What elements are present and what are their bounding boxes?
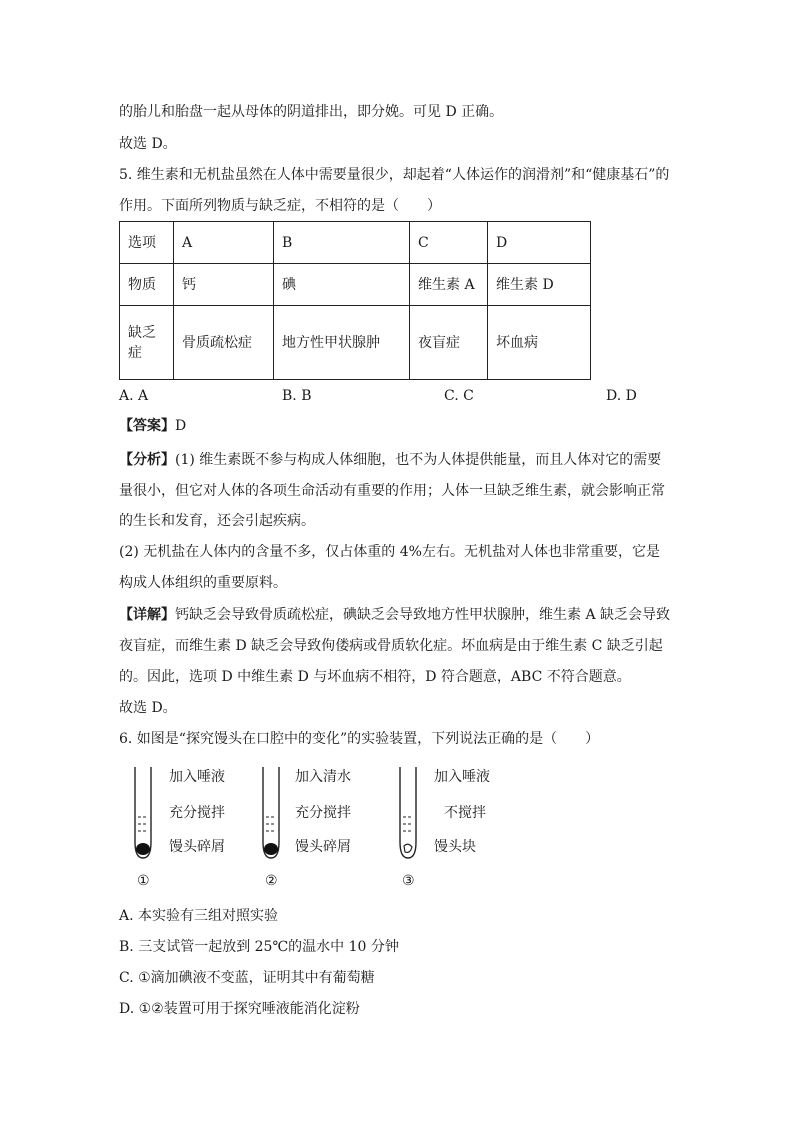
table-cell: C (410, 222, 488, 264)
table-row (120, 306, 591, 380)
table-cell: 物质 (120, 264, 174, 306)
q5-choice-c[interactable]: C. C (444, 388, 474, 404)
test-tube-3 (400, 767, 490, 889)
tube-2-label-1: 加入清水 (295, 769, 351, 785)
analysis-text: (1) 维生素既不参与构成人体细胞，也不为人体提供能量，而且人体对它的需要 (175, 452, 662, 468)
table-cell: 钙 (174, 264, 274, 306)
table-cell: 坏血病 (488, 306, 591, 380)
q6-option-d[interactable]: D. ①②装置可用于探究唾液能消化淀粉 (119, 1001, 360, 1017)
prev-conclusion-line: 的胎儿和胎盘一起从母体的阴道排出，即分娩。可见 D 正确。 (119, 104, 504, 120)
tube-3-label-2: 不搅拌 (444, 805, 486, 821)
test-tube-figure (125, 762, 505, 892)
table-cell: 地方性甲状腺肿 (274, 306, 410, 380)
q5-choice-d[interactable]: D. D (606, 388, 637, 404)
table-cell: 骨质疏松症 (174, 306, 274, 380)
tube-2-label-2: 充分搅拌 (295, 805, 351, 821)
q5-options-table (119, 221, 591, 380)
test-tube-diagram (125, 762, 505, 892)
q5-choice-a[interactable]: A. A (119, 388, 149, 404)
table-row (120, 264, 591, 306)
tube-2-number: ② (265, 873, 278, 889)
analysis-line1 (119, 450, 661, 470)
table-cell: A (174, 222, 274, 264)
analysis-line2: 量很小，但它对人体的各项生命活动有重要的作用；人体一旦缺乏维生素，就会影响正常 (119, 483, 665, 499)
tube-3-number: ③ (402, 873, 415, 889)
detail-text: 钙缺乏会导致骨质疏松症，碘缺乏会导致地方性甲状腺肿，维生素 A 缺乏会导致 (175, 607, 671, 623)
row-label-part: 症 (128, 344, 142, 361)
answer-line (119, 416, 186, 436)
detail-line3: 的。因此，选项 D 中维生素 D 与坏血病不相符，D 符合题意，ABC 不符合题意。 (119, 669, 631, 685)
detail-line2: 夜盲症，而维生素 D 缺乏会导致佝偻病或骨质软化症。坏血病是由于维生素 C 缺乏引起 (119, 638, 663, 654)
analysis-tag: 【分析】 (119, 452, 175, 468)
tube-3-label-3: 馒头块 (434, 839, 476, 855)
detail-tag: 【详解】 (119, 607, 175, 623)
tube-3-label-1: 加入唾液 (434, 769, 490, 785)
q5-stem-line2: 作用。下面所列物质与缺乏症，不相符的是（ ） (119, 198, 441, 214)
tube-1-label-3: 馒头碎屑 (169, 839, 225, 855)
test-tube-2 (263, 767, 351, 889)
table-cell: 选项 (120, 222, 174, 264)
tube-2-label-3: 馒头碎屑 (295, 839, 351, 855)
prev-answer-line: 故选 D。 (119, 136, 177, 152)
tube-1-number: ① (137, 873, 150, 889)
analysis-line5: 构成人体组织的重要原料。 (119, 575, 287, 591)
q6-option-c[interactable]: C. ①滴加碘液不变蓝，证明其中有葡萄糖 (119, 970, 375, 986)
q5-stem-line1: 5. 维生素和无机盐虽然在人体中需要量很少，却起着“人体运作的润滑剂”和“健康基石”的 (119, 167, 670, 183)
row-label-part: 缺乏 (128, 324, 156, 341)
q5-choice-b[interactable]: B. B (282, 388, 312, 404)
table-cell: 碘 (274, 264, 410, 306)
tube-1-label-1: 加入唾液 (169, 769, 225, 785)
table-cell: D (488, 222, 591, 264)
answer-tag: 【答案】 (119, 418, 175, 434)
test-tube-1 (135, 767, 225, 889)
table-header-row (120, 222, 591, 264)
answer-value: D (175, 418, 187, 434)
q6-option-a[interactable]: A. 本实验有三组对照实验 (119, 908, 279, 924)
analysis-line3: 的生长和发育，还会引起疾病。 (119, 513, 315, 529)
detail-line1 (119, 605, 670, 625)
table-cell (120, 306, 174, 380)
table-cell: 夜盲症 (410, 306, 488, 380)
q6-option-b[interactable]: B. 三支试管一起放到 25℃的温水中 10 分钟 (119, 939, 399, 955)
q5-conclusion: 故选 D。 (119, 700, 177, 716)
tube-1-label-2: 充分搅拌 (169, 805, 225, 821)
analysis-line4: (2) 无机盐在人体内的含量不多，仅占体重的 4%左右。无机盐对人体也非常重要，它是 (119, 544, 660, 560)
q6-stem: 6. 如图是“探究馒头在口腔中的变化”的实验装置，下列说法正确的是（ ） (119, 731, 600, 747)
table-cell: 维生素 A (410, 264, 488, 306)
table-cell: 维生素 D (488, 264, 591, 306)
table-cell: B (274, 222, 410, 264)
